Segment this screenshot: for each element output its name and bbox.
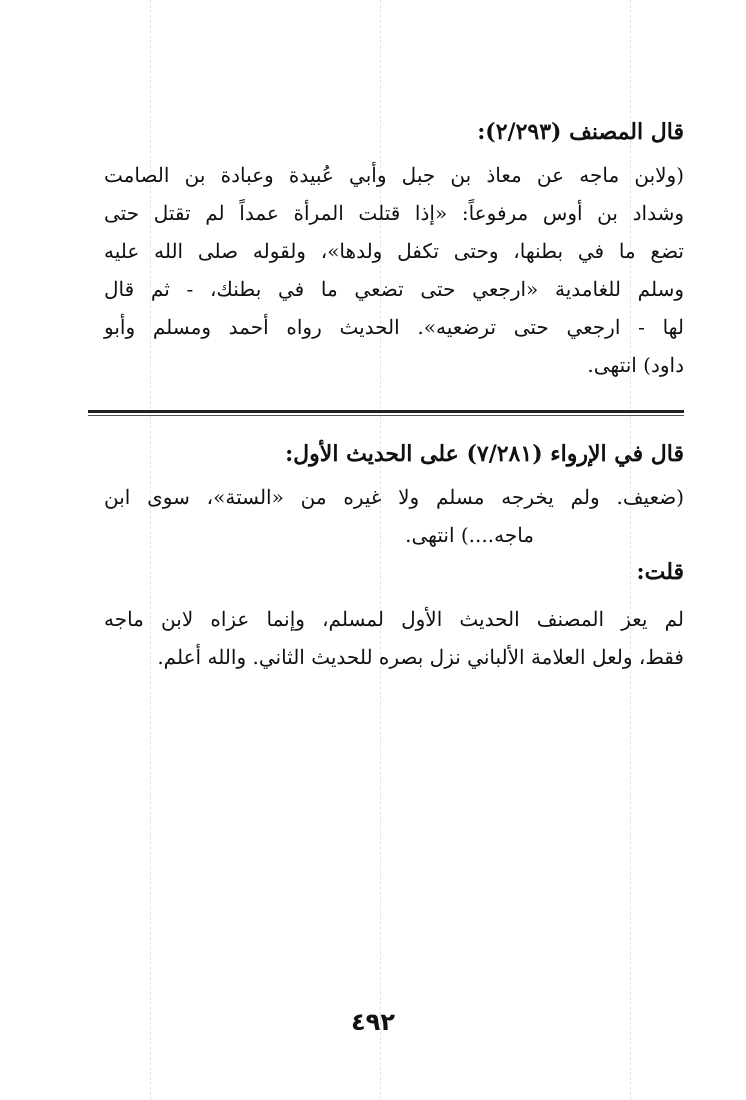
text-line: لم يعز المصنف الحديث الأول لمسلم، وإنما عزاه لابن ماجه	[104, 607, 684, 631]
text-line: داود) انتهى.	[587, 353, 684, 377]
text-line: وسلم للغامدية «ارجعي حتى تضعي ما في بطنك، - ثم قال	[104, 277, 684, 301]
section-heading: قال المصنف (٢/٢٩٣):	[477, 119, 684, 145]
comment-paragraph	[104, 600, 684, 676]
quote-paragraph	[104, 478, 684, 554]
text-line: ماجه....) انتهى.	[405, 523, 534, 547]
quote-paragraph	[104, 156, 684, 384]
text-line: (ضعيف. ولم يخرجه مسلم ولا غيره من «الستة»، سوى ابن	[104, 485, 685, 509]
text-line: تضع ما في بطنها، وحتى تكفل ولدها»، ولقوله صلى الله عليه	[104, 239, 684, 263]
text-line: (ولابن ماجه عن معاذ بن جبل وأبي عُبيدة وعبادة بن الصامت	[104, 163, 684, 187]
page-number: ٤٩٢	[351, 1008, 395, 1036]
section-heading: قال في الإرواء (٧/٢٨١) على الحديث الأول:	[285, 441, 684, 467]
section-author-quote	[88, 112, 684, 384]
text-line: وشداد بن أوس مرفوعاً: «إذا قتلت المرأة عمداً لم تقتل حتى	[104, 201, 684, 225]
section-irwaa-quote	[88, 434, 684, 554]
text-line: لها - ارجعي حتى ترضعيه». الحديث رواه أحمد ومسلم وأبو	[104, 315, 684, 339]
section-comment	[88, 552, 684, 676]
section-heading: قلت:	[636, 559, 684, 585]
text-line: فقط، ولعل العلامة الألباني نزل بصره للحديث الثاني. والله أعلم.	[157, 645, 684, 669]
